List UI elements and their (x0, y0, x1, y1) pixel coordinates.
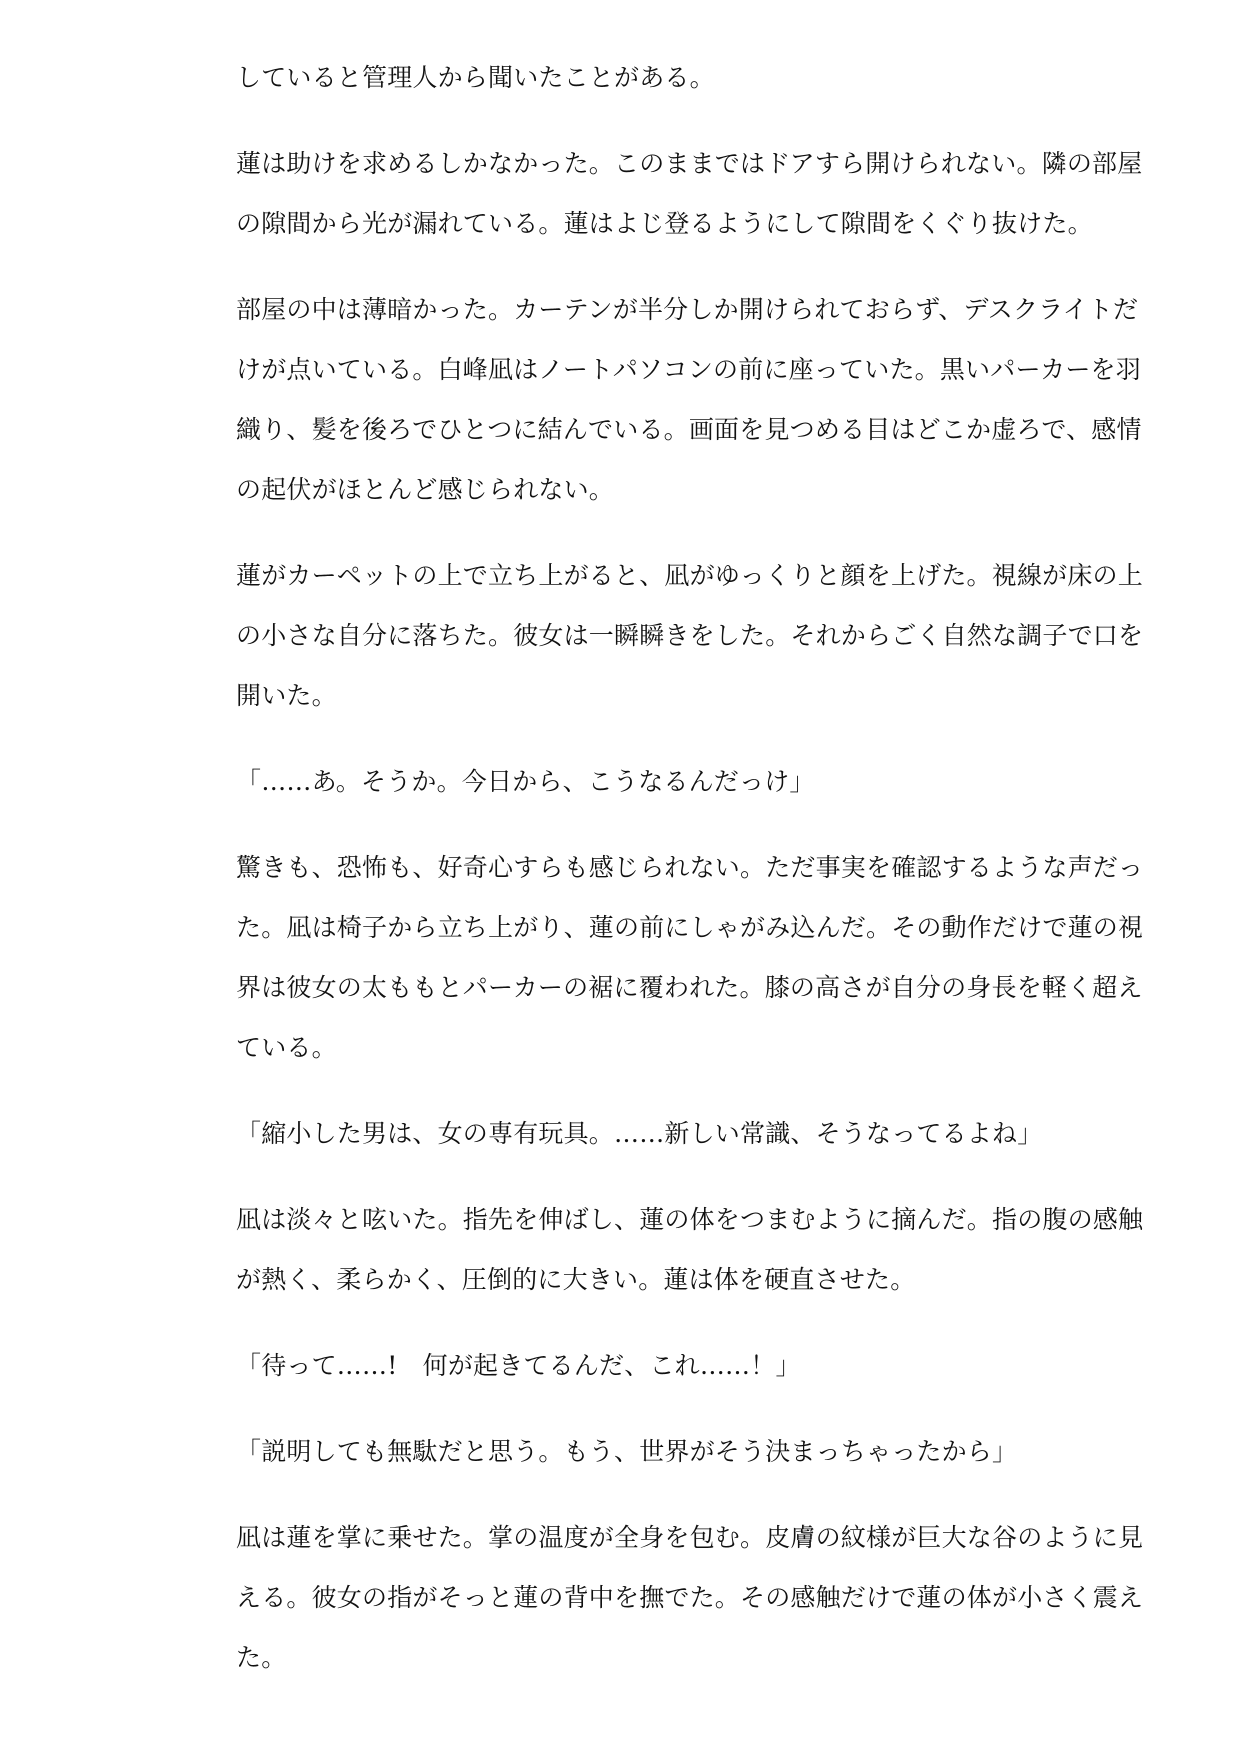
dialogue-line: 「縮小した男は、女の専有玩具。……新しい常識、そうなってるよね」 (236, 1119, 1043, 1148)
text-line: 凪は蓮を掌に乗せた。掌の温度が全身を包む。皮膚の紋様が巨大な谷のように見 (236, 1523, 1144, 1552)
text-line: た。凪は椅子から立ち上がり、蓮の前にしゃがみ込んだ。その動作だけで蓮の視 (236, 913, 1144, 942)
text-line: 部屋の中は薄暗かった。カーテンが半分しか開けられておらず、デスクライトだ (236, 295, 1139, 324)
dialogue-line: 「待って……! 何が起きてるんだ、これ……！」 (236, 1351, 801, 1380)
text-line: けが点いている。白峰凪はノートパソコンの前に座っていた。黒いパーカーを羽 (236, 355, 1141, 384)
text-line: 蓮は助けを求めるしかなかった。このままではドアすら開けられない。隣の部屋 (236, 149, 1143, 178)
dialogue-line: 「説明しても無駄だと思う。もう、世界がそう決まっちゃったから」 (236, 1437, 1018, 1466)
text-line: していると管理人から聞いたことがある。 (236, 63, 715, 92)
text-line: 凪は淡々と呟いた。指先を伸ばし、蓮の体をつまむように摘んだ。指の腹の感触 (236, 1205, 1144, 1234)
text-line: 界は彼女の太ももとパーカーの裾に覆われた。膝の高さが自分の身長を軽く超え (236, 973, 1143, 1002)
text-line: た。 (236, 1643, 287, 1672)
dialogue-line: 「……あ。そうか。今日から、こうなるんだっけ」 (236, 767, 815, 796)
text-line: 開いた。 (236, 681, 337, 710)
text-line: の小さな自分に落ちた。彼女は一瞬瞬きをした。それからごく自然な調子で口を (236, 621, 1144, 650)
text-line: 蓮がカーペットの上で立ち上がると、凪がゆっくりと顔を上げた。視線が床の上 (236, 561, 1143, 590)
text-line: が熱く、柔らかく、圧倒的に大きい。蓮は体を硬直させた。 (236, 1265, 916, 1294)
text-line: の隙間から光が漏れている。蓮はよじ登るようにして隙間をくぐり抜けた。 (236, 209, 1093, 238)
text-line: 驚きも、恐怖も、好奇心すらも感じられない。ただ事実を確認するような声だっ (236, 853, 1144, 882)
text-line: の起伏がほとんど感じられない。 (236, 475, 615, 504)
text-line: える。彼女の指がそっと蓮の背中を撫でた。その感触だけで蓮の体が小さく震え (236, 1583, 1144, 1612)
text-line: 織り、髪を後ろでひとつに結んでいる。画面を見つめる目はどこか虚ろで、感情 (236, 415, 1142, 444)
text-line: ている。 (236, 1033, 337, 1062)
